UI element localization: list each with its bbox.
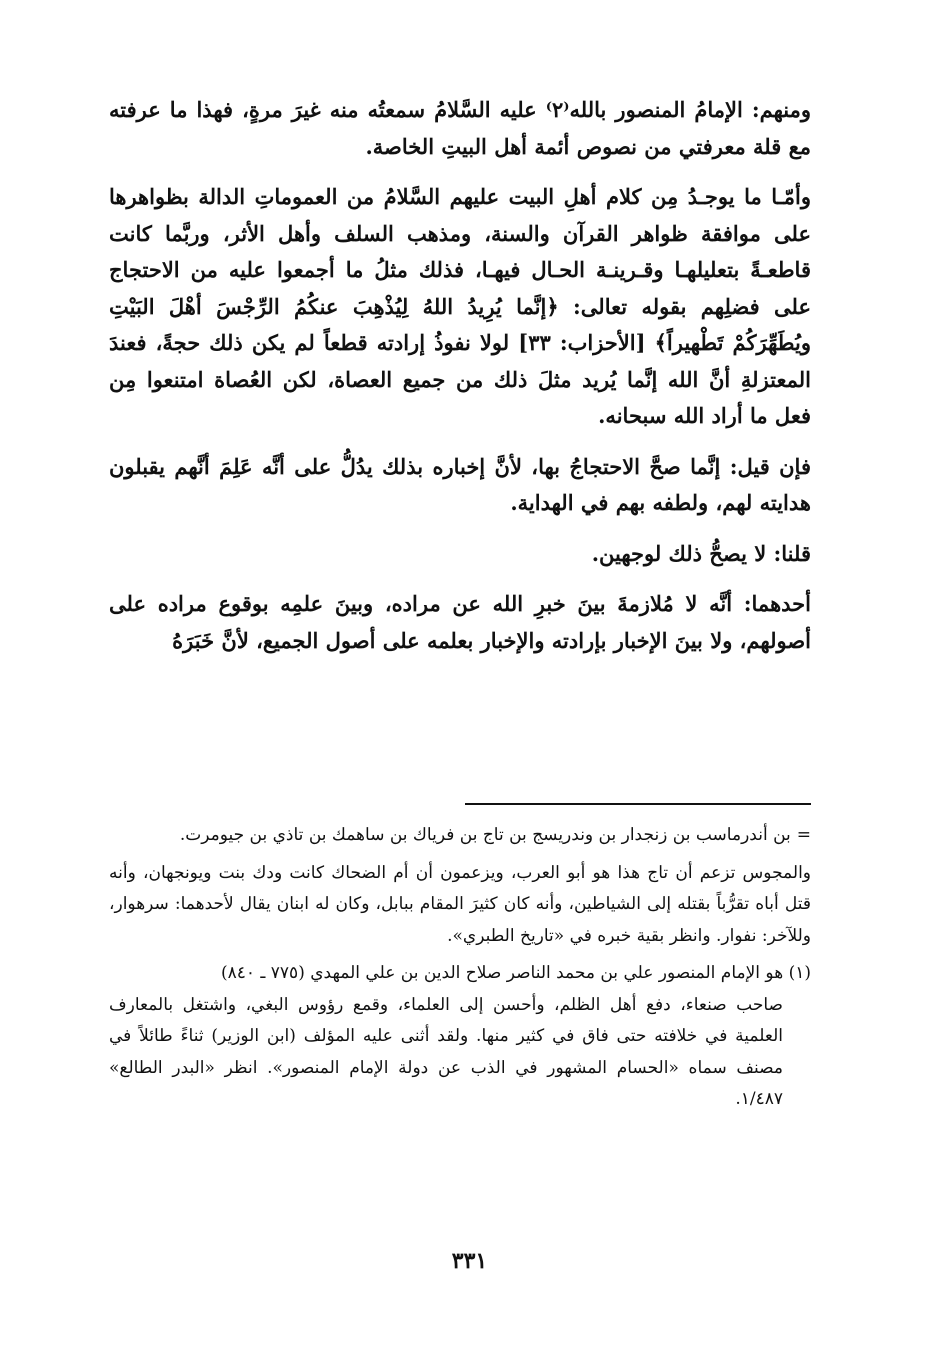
footnote-1-heading: (١) هو الإمام المنصور علي بن محمد الناصر صلاح الدين بن علي المهدي (٧٧٥ ـ ٨٤٠) bbox=[220, 963, 811, 983]
continuation-marker: = bbox=[796, 825, 811, 845]
footnote-divider bbox=[465, 803, 811, 805]
footnotes bbox=[109, 820, 811, 1122]
paragraph-2: وأمّـا ما يوجـدُ مِن كلام أهلِ البيت عليهم السَّلامُ من العموماتِ الدالة بظواهرها على موافقة ظواهر القرآن والسنة، ومذهب السلف وأهل الأثر، وربَّما كانت قاطعـةً بتعليلهـا وقـرينـة الحـال فيهـا، فذلك مثلُ ما أجمعوا عليه من الاحتجاج على فضلِهم بقوله تعالى: ﴿إنَّما يُرِيدُ اللهُ لِيُذْهِبَ عنكُمُ الرِّجْسَ أهْلَ البَيْتِ ويُطَهِّرَكُمْ تَطْهيراً﴾ [الأحزاب: ٣٣] لولا نفوذُ إرادته قطعاً لم يكن ذلك حجةً، فعندَ المعتزلةِ أنَّ الله إنَّما يُريد مثلَ ذلك من جميع العصاة، لكن العُصاة امتنعوا مِن فعل ما أراد الله سبحانه. bbox=[109, 184, 811, 428]
footnote-continuation bbox=[109, 820, 811, 852]
paragraph-3: فإن قيل: إنَّما صحَّ الاحتجاجُ بها، لأنَّ إخباره بذلك يدُلُّ على أنَّه عَلِمَ أنَّهم يقبلون هدايته لهم، ولطفه بهم في الهداية. bbox=[109, 453, 811, 515]
paragraph-1: ومنهم: الإمامُ المنصور بالله⁽٢⁾ عليه السَّلامُ سمعتُه منه غيرَ مرةٍ، فهذا ما عرفته مع قلة معرفتي من نصوص أئمة أهل البيتِ الخاصة. bbox=[109, 97, 812, 159]
paragraph-5: أحدهما: أنَّه لا مُلازمةَ بينَ خبرِ الله عن مراده، وبينَ علمِه بوقوع مراده على أصولهم، ولا بينَ الإخبار بإرادته والإخبار بعلمه على أصول الجميع، لأنَّ خَبَرَهُ bbox=[109, 591, 811, 653]
footnote-1-body: صاحب صنعاء، دفع أهل الظلم، وأحسن إلى العلماء، وقمع رؤوس البغي، واشتغل بالمعارف العلمية في خلافته حتى فاق في كثير منها. ولقد أثنى عليه المؤلف (ابن الوزير) ثناءً طائلاً في مصنف سماه «الحسام المشهور في الذب عن دولة الإمام المنصور». انظر «البدر الطالع» ١/٤٨٧. bbox=[109, 994, 783, 1109]
paragraph-4: قلنا: لا يصحُّ ذلك لوجهين. bbox=[591, 540, 811, 566]
continuation-text: بن أندرماسب بن زنجدار بن وندريسج بن تاج بن فرياك بن ساهمك بن تاذي بن جيومرت. bbox=[179, 825, 791, 845]
footnote-continuation-paragraph: والمجوس تزعم أن تاج هذا هو أبو العرب، ويزعمون أن أم الضحاك كانت ودك بنت ويونجهان، وأنه قتل أباه تقرُّباً بقتله إلى الشياطين، وأنه كان كثيرَ المقام ببابل، وكان له ابنان يقال لأحدهما: سرهوار، وللآخر: نفوار. وانظر بقية خبره في «تاريخ الطبري». bbox=[109, 862, 811, 946]
page-number: ٣٣١ bbox=[451, 1248, 488, 1274]
main-text bbox=[109, 92, 811, 673]
